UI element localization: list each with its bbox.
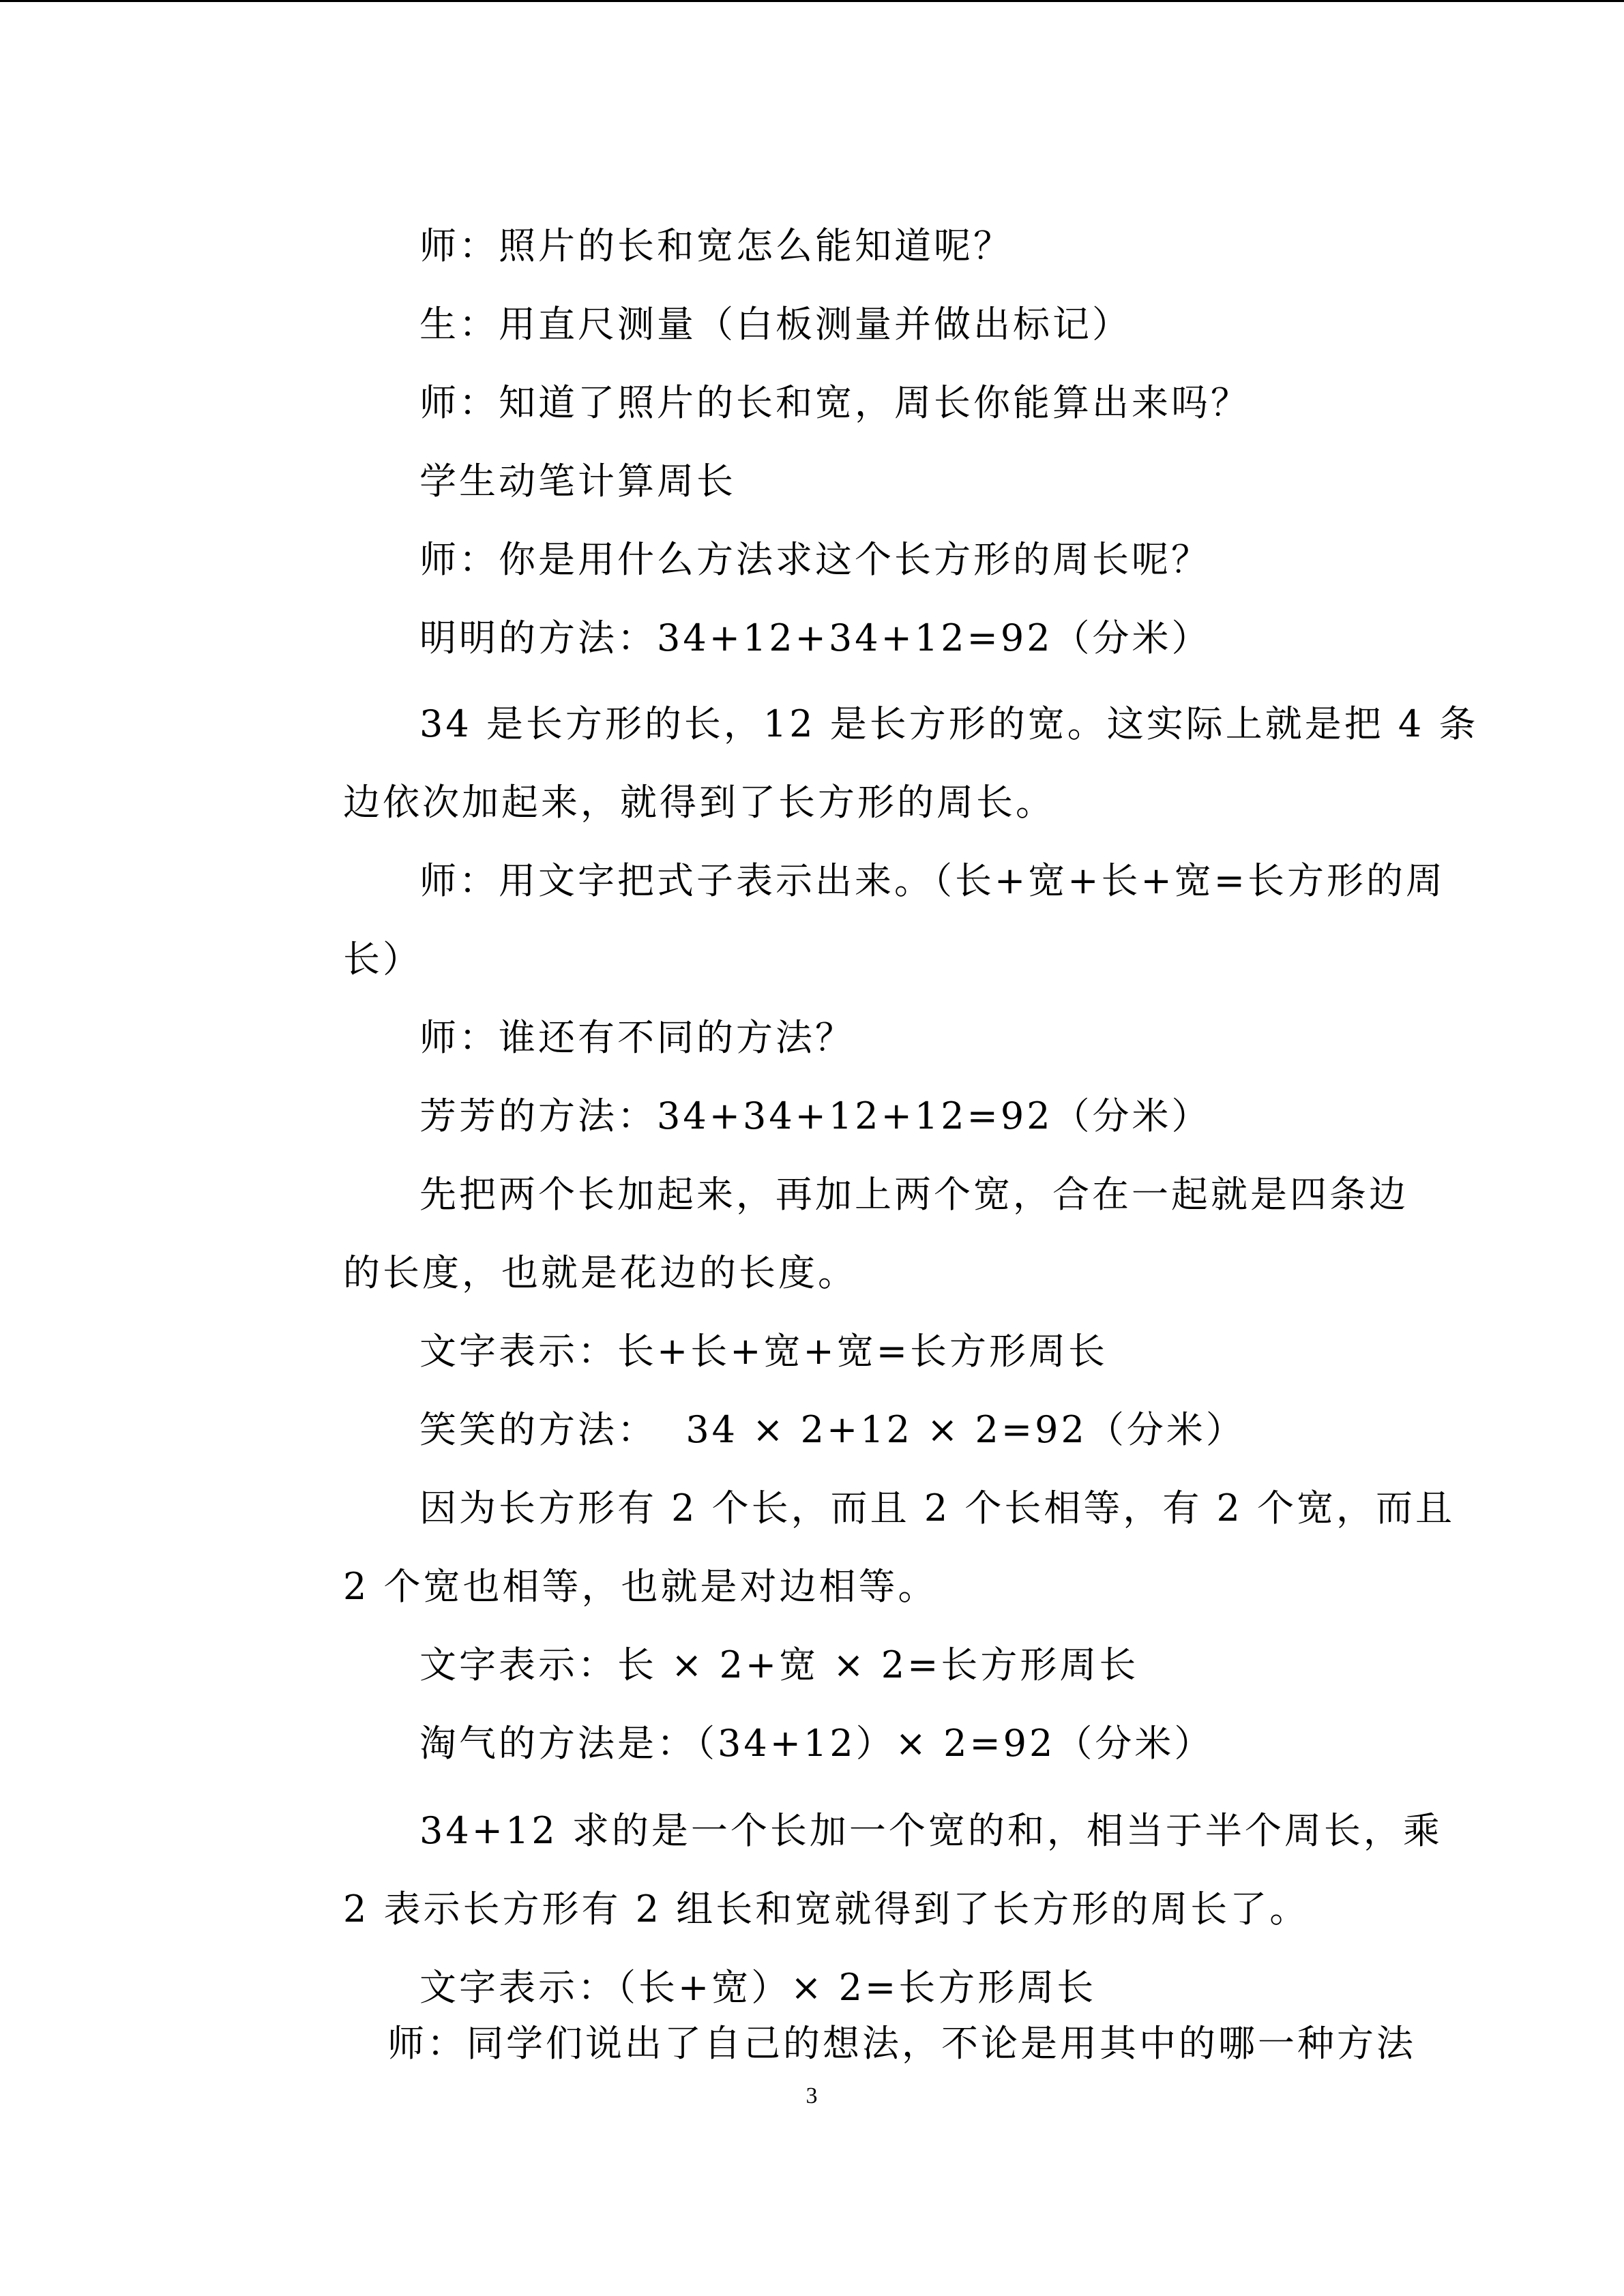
- text-line: 先把两个长加起来，再加上两个宽，合在一起就是四条边: [419, 1173, 1408, 1216]
- top-border-line: [0, 0, 1624, 2]
- text-line: 师：同学们说出了自己的想法，不论是用其中的哪一种方法: [387, 2022, 1416, 2065]
- text-line: 34 是长方形的长，12 是长方形的宽。这实际上就是把 4 条: [419, 702, 1479, 745]
- text-line: 因为长方形有 2 个长，而且 2 个长相等，有 2 个宽，而且: [419, 1487, 1456, 1530]
- text-line: 的长度，也就是花边的长度。: [343, 1251, 857, 1294]
- text-line: 文字表示：长 × 2+宽 × 2=长方形周长: [419, 1643, 1139, 1686]
- text-line: 明明的方法：34+12+34+12=92（分米）: [419, 616, 1211, 659]
- text-line: 2 个宽也相等，也就是对边相等。: [343, 1565, 938, 1608]
- text-line: 淘气的方法是：（34+12）× 2=92（分米）: [419, 1722, 1214, 1765]
- text-line: 师：你是用什么方法求这个长方形的周长呢？: [419, 538, 1211, 581]
- text-line: 笑笑的方法： 34 × 2+12 × 2=92（分米）: [419, 1408, 1245, 1451]
- text-line: 长）: [343, 938, 422, 981]
- text-line: 文字表示：长+长+宽+宽=长方形周长: [419, 1330, 1108, 1373]
- text-line: 师：知道了照片的长和宽，周长你能算出来吗？: [419, 381, 1250, 424]
- page-number: 3: [806, 2083, 818, 2108]
- text-line: 边依次加起来，就得到了长方形的周长。: [343, 781, 1055, 824]
- text-line: 芳芳的方法：34+34+12+12=92（分米）: [419, 1094, 1211, 1137]
- text-line: 生：用直尺测量（白板测量并做出标记）: [419, 303, 1132, 346]
- text-line: 学生动笔计算周长: [419, 460, 736, 503]
- text-line: 34+12 求的是一个长加一个宽的和，相当于半个周长，乘: [419, 1809, 1443, 1852]
- text-line: 文字表示：（长+宽）× 2=长方形周长: [419, 1966, 1097, 2009]
- text-line: 师：照片的长和宽怎么能知道呢？: [419, 224, 1013, 267]
- text-line: 师：谁还有不同的方法？: [419, 1016, 855, 1059]
- text-line: 师：用文字把式子表示出来。（长+宽+长+宽=长方形的周: [419, 859, 1445, 902]
- text-line: 2 表示长方形有 2 组长和宽就得到了长方形的周长了。: [343, 1888, 1310, 1930]
